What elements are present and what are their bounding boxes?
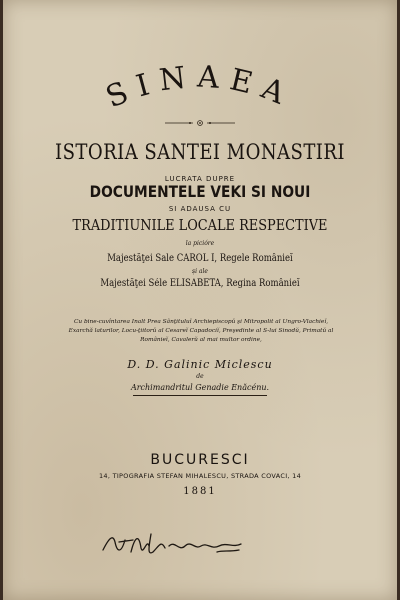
subtitle-documentele: DOCUMENTELE VEKI SI NOUI bbox=[89, 182, 311, 201]
dedication-intro-1: la picióre bbox=[185, 240, 215, 247]
handwritten-signature bbox=[99, 528, 269, 562]
sinaea-text: SINAEA bbox=[101, 62, 299, 116]
imprint-year: 1881 bbox=[183, 486, 217, 497]
main-title: ISTORIA SANTEI MONASTIRI bbox=[55, 140, 345, 164]
title-page bbox=[3, 0, 397, 600]
svg-text:SINAEA bbox=[101, 62, 299, 115]
dedication-king: Majestăţei Sale CAROL I, Regele Românieĭ bbox=[107, 253, 293, 264]
dedication-queen: Majestăţei Séle ELISABETA, Regina Românieĭ bbox=[100, 278, 300, 289]
subtitle-lucrata: LUCRATA DUPRE bbox=[164, 175, 236, 183]
imprint-city: BUCURESCI bbox=[150, 452, 250, 468]
imprint-printer: 14, TIPOGRAFIA STEFAN MIHALESCU, STRADA COVACI, 14 bbox=[98, 472, 302, 480]
ornament-divider bbox=[163, 118, 237, 128]
author-name: D. D. Galinic Miclescu bbox=[127, 358, 273, 371]
archimandrite-name: Archimandritul Genadie Enăcénu. bbox=[130, 383, 270, 392]
dedication-intro-2: și ale bbox=[192, 268, 208, 275]
author-de: de bbox=[196, 373, 204, 380]
subtitle-adausa: SI ADAUSA CU bbox=[168, 205, 232, 213]
subtitle-traditiunile: TRADITIUNILE LOCALE RESPECTIVE bbox=[72, 216, 328, 234]
sinaea-arched-title bbox=[3, 62, 397, 122]
blessing-paragraph: Cu bine-cuvîntarea Inalt Prea Sânţituluĭ Archiepiscopŭ şi Mitropolit al Ungro-Vlachieĭ, Exarchă laturilor, Locu-ţiitorŭ al Cesareĭ Capadociĭ, Preşedinte al S-lui Sinodŭ, Primatŭ al Românieĭ, Cavalerŭ al mai multor ordine, bbox=[68, 319, 334, 343]
archimandrite-underline bbox=[133, 395, 267, 396]
